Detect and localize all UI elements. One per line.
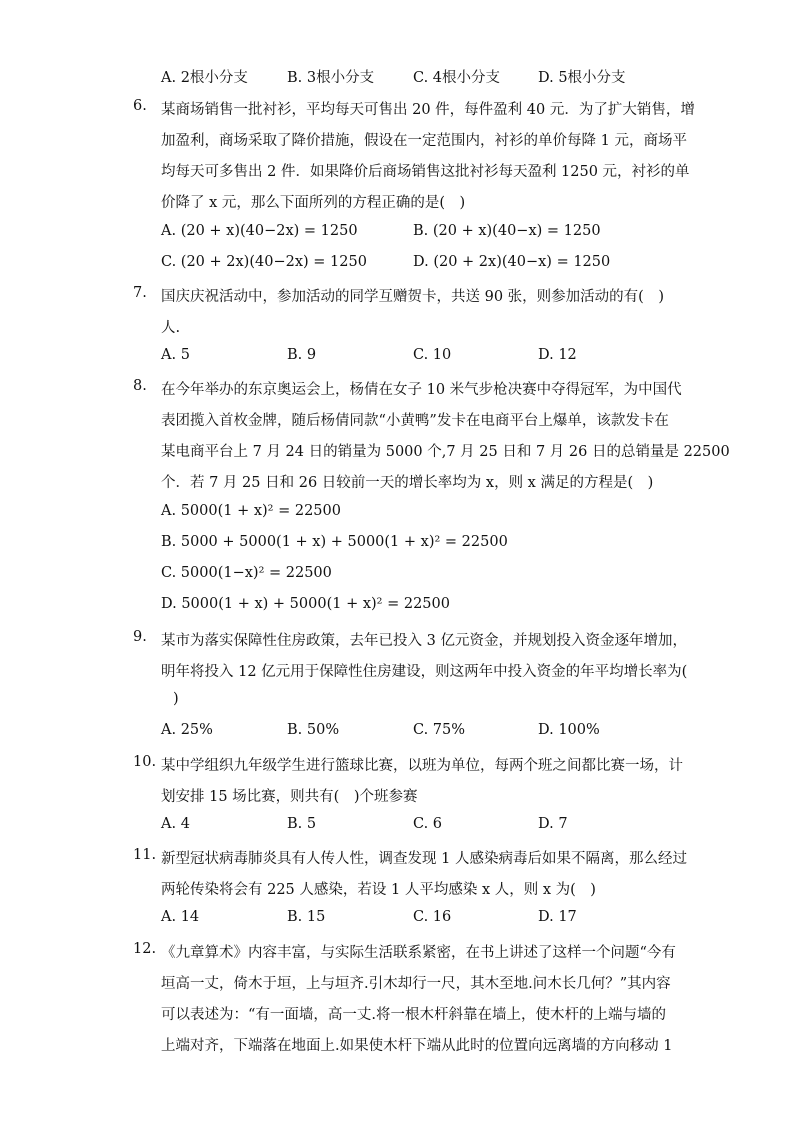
q5-option-c[interactable]: C. 4根小分支 — [413, 70, 501, 86]
q7-option-c[interactable]: C. 10 — [413, 347, 452, 363]
q9-option-a[interactable]: A. 25% — [161, 722, 213, 738]
question-text-line: 加盈利，商场采取了降价措施，假设在一定范围内，衬衫的单价每降 1 元，商场平 — [161, 133, 687, 149]
question-text-line: 新型冠状病毒肺炎具有人传人性，调查发现 1 人感染病毒后如果不隔离，那么经过 — [161, 851, 687, 867]
question-text-line: 《九章算术》内容丰富，与实际生活联系紧密，在书上讲述了这样一个问题“今有 — [161, 945, 676, 961]
q10-option-a[interactable]: A. 4 — [161, 816, 190, 832]
question-text-line: 划安排 15 场比赛，则共有( )个班参赛 — [161, 789, 418, 805]
q8-option-d[interactable]: D. 5000(1 + x) + 5000(1 + x)² = 22500 — [161, 596, 450, 612]
q7-option-b[interactable]: B. 9 — [287, 347, 317, 363]
q10-option-c[interactable]: C. 6 — [413, 816, 443, 832]
q5-option-a[interactable]: A. 2根小分支 — [161, 70, 248, 86]
q8-option-c[interactable]: C. 5000(1−x)² = 22500 — [161, 565, 332, 581]
question-number: 6. — [133, 98, 147, 114]
question-number: 10. — [133, 754, 157, 770]
q6-options-row-1 — [161, 223, 681, 247]
q6-options-row-2 — [161, 254, 681, 278]
question-text-line: 上端对齐，下端落在地面上.如果使木杆下端从此时的位置向远离墙的方向移动 1 — [161, 1038, 673, 1054]
q7-option-d[interactable]: D. 12 — [538, 347, 577, 363]
q10-option-b[interactable]: B. 5 — [287, 816, 317, 832]
q8-option-b[interactable]: B. 5000 + 5000(1 + x) + 5000(1 + x)² = 22500 — [161, 534, 508, 550]
question-text-line: 人. — [161, 320, 181, 336]
question-text-line: 某商场销售一批衬衫，平均每天可售出 20 件，每件盈利 40 元．为了扩大销售，增 — [161, 102, 695, 118]
question-text-line: 国庆庆祝活动中，参加活动的同学互赠贺卡，共送 90 张，则参加活动的有( ) — [161, 289, 664, 305]
q10-option-d[interactable]: D. 7 — [538, 816, 568, 832]
q11-option-a[interactable]: A. 14 — [161, 909, 200, 925]
q6-option-d[interactable]: D. (20 + 2x)(40−x) = 1250 — [413, 254, 611, 270]
q11-option-c[interactable]: C. 16 — [413, 909, 452, 925]
question-text-line: 可以表述为：“有一面墙，高一丈.将一根木杆斜靠在墙上，使木杆的上端与墙的 — [161, 1007, 667, 1023]
q5-option-b[interactable]: B. 3根小分支 — [287, 70, 375, 86]
question-number: 12. — [133, 941, 157, 957]
question-number: 8. — [133, 378, 147, 394]
question-text-line: 在今年举办的东京奥运会上，杨倩在女子 10 米气步枪决赛中夺得冠军，为中国代 — [161, 382, 682, 398]
q6-option-a[interactable]: A. (20 + x)(40−2x) = 1250 — [161, 223, 358, 239]
q11-options — [161, 909, 681, 933]
q5-option-d[interactable]: D. 5根小分支 — [538, 70, 626, 86]
question-number: 11. — [133, 847, 157, 863]
question-text-line: 两轮传染将会有 225 人感染，若设 1 人平均感染 x 人，则 x 为( ) — [161, 882, 596, 898]
q9-option-c[interactable]: C. 75% — [413, 722, 466, 738]
question-text-line: 价降了 x 元，那么下面所列的方程正确的是( ) — [161, 195, 466, 211]
question-text-line: 表团揽入首枚金牌，随后杨倩同款“小黄鸭”发卡在电商平台上爆单，该款发卡在 — [161, 413, 669, 429]
question-text-line: 均每天可多售出 2 件．如果降价后商场销售这批衬衫每天盈利 1250 元，衬衫的单 — [161, 164, 690, 180]
q11-option-d[interactable]: D. 17 — [538, 909, 577, 925]
question-number: 9. — [133, 629, 147, 645]
question-text-line: 某中学组织九年级学生进行篮球比赛，以班为单位，每两个班之间都比赛一场，计 — [161, 758, 683, 774]
q8-option-a[interactable]: A. 5000(1 + x)² = 22500 — [161, 503, 341, 519]
q10-options — [161, 816, 681, 840]
q7-options — [161, 347, 681, 371]
q5-options — [161, 66, 681, 90]
q9-option-d[interactable]: D. 100% — [538, 722, 600, 738]
question-text-line: 某电商平台上 7 月 24 日的销量为 5000 个,7 月 25 日和 7 月 26 日的总销量是 22500 — [161, 444, 730, 460]
question-number: 7. — [133, 285, 147, 301]
question-text-line: 垣高一丈，倚木于垣，上与垣齐.引木却行一尺，其木至地.问木长几何？”其内容 — [161, 976, 671, 992]
question-text-line: 明年将投入 12 亿元用于保障性住房建设，则这两年中投入资金的年平均增长率为( — [161, 664, 688, 680]
q9-options — [161, 722, 681, 746]
q7-option-a[interactable]: A. 5 — [161, 347, 190, 363]
q6-option-c[interactable]: C. (20 + 2x)(40−2x) = 1250 — [161, 254, 367, 270]
question-text-line: 个．若 7 月 25 日和 26 日较前一天的增长率均为 x，则 x 满足的方程是( ) — [161, 475, 654, 491]
q9-option-b[interactable]: B. 50% — [287, 722, 340, 738]
question-text-line: ) — [173, 691, 179, 707]
q6-option-b[interactable]: B. (20 + x)(40−x) = 1250 — [413, 223, 601, 239]
question-text-line: 某市为落实保障性住房政策，去年已投入 3 亿元资金，并规划投入资金逐年增加， — [161, 633, 687, 649]
q11-option-b[interactable]: B. 15 — [287, 909, 326, 925]
